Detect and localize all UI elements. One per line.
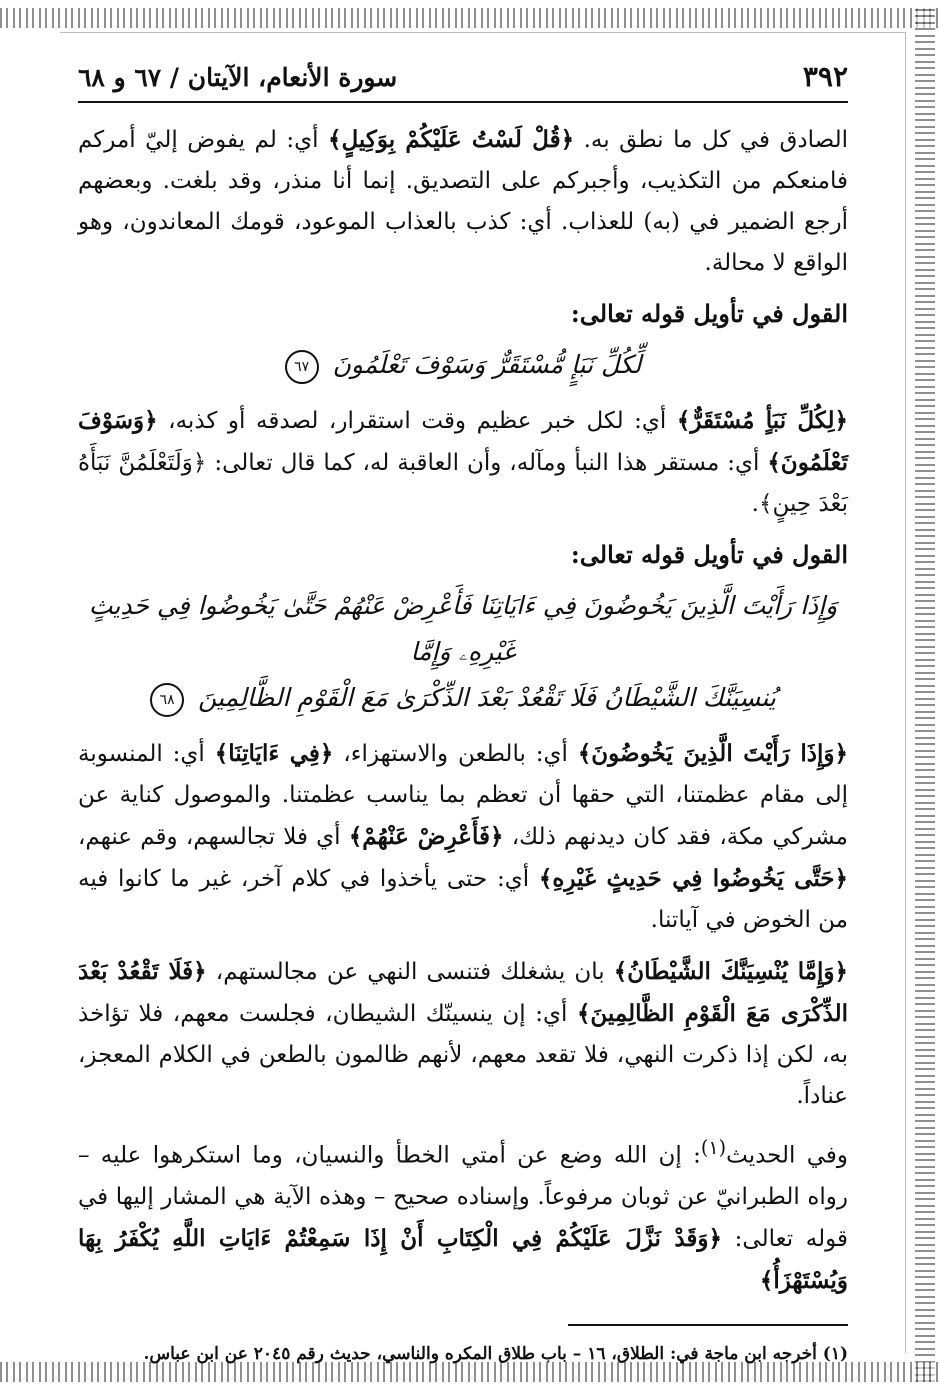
text-run: الصادق في كل ما نطق به. bbox=[574, 127, 848, 153]
quran-quote: ﴿فَلَا تَقْعُدْ بَعْدَ الذِّكْرَى مَعَ الْقَوْمِ الظَّالِمِينَ﴾ bbox=[78, 958, 848, 1027]
quran-quote: ﴿وَإِذَا رَأَيْتَ الَّذِينَ يَخُوضُونَ﴾ bbox=[577, 740, 848, 767]
page-number: ٣٩٢ bbox=[802, 60, 848, 93]
footnote-reference: (١) bbox=[700, 1136, 727, 1159]
paragraph-5 bbox=[78, 1127, 848, 1302]
quran-quote: ﴿وَلَتَعْلَمُنَّ نَبَأَهُ بَعْدَ حِينٍ﴾ bbox=[78, 450, 848, 517]
section-heading-1: القول في تأويل قوله تعالى: bbox=[570, 299, 848, 328]
paragraph-4 bbox=[78, 951, 848, 1117]
text-run: أي: لم يفوض إليّ أمركم فامنعكم من التكذيب، وأجبركم على التصديق. إنما أنا منذر، وقد بلغت. وبعضهم أرجع الضمير في (به) للعذاب. أي: كذب بالعذاب الموعود، قومك المعاندون، وهو الواقع لا محالة. bbox=[78, 127, 848, 276]
page-header bbox=[78, 60, 848, 103]
quran-quote: ﴿وَقَدْ نَزَّلَ عَلَيْكُمْ فِي الْكِتَابِ أَنْ إِذَا سَمِعْتُمْ ءَايَاتِ اللَّهِ يُكْفَرُ بِهَا وَيُسْتَهْزَأُ﴾ bbox=[78, 1224, 848, 1294]
text-run: بان يشغلك فتنسى النهي عن مجالستهم، bbox=[206, 959, 614, 985]
text-run: أي: مستقر هذا النبأ ومآله، وأن العاقبة له، كما قال تعالى: bbox=[206, 450, 768, 476]
verse-67 bbox=[78, 342, 848, 388]
footnote-separator bbox=[568, 1324, 848, 1326]
book-page bbox=[78, 60, 848, 1370]
text-run: أي فلا تجالسهم، وقم عنهم، bbox=[78, 824, 349, 850]
verse-number-marker: ٦٧ bbox=[285, 350, 319, 384]
section-heading-2: القول في تأويل قوله تعالى: bbox=[570, 540, 848, 569]
text-run: وفي الحديث bbox=[726, 1142, 848, 1169]
text-run: أي: لكل خبر عظيم وقت استقرار، لصدقه أو كذبه، bbox=[157, 408, 677, 434]
verse-68 bbox=[78, 583, 848, 721]
ornamental-border-right bbox=[915, 8, 935, 1382]
text-run: أي: إن ينسينّك الشيطان، فجلست معهم، فلا تؤاخذ به، لكن إذا ذكرت النهي، فلا تقعد معهم، لأنهم ظالمون بالطعن في الكلام المعجز، عناداً. bbox=[78, 1001, 848, 1109]
text-run: أي: حتى يأخذوا في كلام آخر، غير ما كانوا فيه من الخوض في آياتنا. bbox=[78, 866, 848, 933]
text-run: أي: المنسوبة إلى مقام عظمتنا، التي حقها أن تعظم بما يناسب عظمتنا. والموصول كناية عن مشركي مكة، فقد كان ديدنهم ذلك، bbox=[78, 741, 848, 850]
quran-quote: ﴿وَإِمَّا يُنْسِيَنَّكَ الشَّيْطَانُ﴾ bbox=[613, 958, 848, 985]
text-run: . bbox=[751, 491, 759, 517]
quran-quote: ﴿وَسَوْفَ تَعْلَمُونَ﴾ bbox=[78, 407, 848, 476]
paragraph-2 bbox=[78, 400, 848, 525]
footnote: (١) أخرجه ابن ماجة في: الطلاق، ١٦ – باب طلاق المكره والناسي، حديث رقم ٢٠٤٥ عن ابن عباس. bbox=[143, 1343, 848, 1364]
paragraph-1 bbox=[78, 119, 848, 284]
quran-quote: ﴿فَأَعْرِضْ عَنْهُمْ﴾ bbox=[348, 823, 504, 850]
paragraph-3 bbox=[78, 733, 848, 941]
quran-quote: ﴿فِي ءَايَاتِنَا﴾ bbox=[214, 740, 334, 767]
quran-quote: ﴿قُلْ لَسْتُ عَلَيْكُمْ بِوَكِيلٍ﴾ bbox=[328, 126, 575, 153]
ornamental-border-top bbox=[0, 8, 939, 28]
text-run: : إن الله وضع عن أمتي الخطأ والنسيان، وما استكرهوا عليه – رواه الطبرانيّ عن ثوبان مرفوعاً. وإسناده صحيح – وهذه الآية هي المشار إليها في قوله تعالى: bbox=[78, 1142, 848, 1252]
quran-quote: ﴿لِكُلِّ نَبَأٍ مُسْتَقَرٌّ﴾ bbox=[676, 407, 848, 434]
running-title: سورة الأنعام، الآيتان / ٦٧ و ٦٨ bbox=[78, 63, 398, 92]
verse-number-marker: ٦٨ bbox=[150, 683, 184, 717]
text-run: أي: بالطعن والاستهزاء، bbox=[333, 741, 578, 767]
quran-quote: ﴿حَتَّى يَخُوضُوا فِي حَدِيثٍ غَيْرِهِ﴾ bbox=[538, 865, 848, 892]
verse-line-1: وَإِذَا رَأَيْتَ الَّذِينَ يَخُوضُونَ فِي ءَايَاتِنَا فَأَعْرِضْ عَنْهُمْ حَتَّىٰ يَخُوضُوا فِي حَدِيثٍ غَيْرِهِۦ وَإِمَّا bbox=[88, 591, 838, 666]
verse-text: لِّكُلِّ نَبَإٍ مُّسْتَقَرٌّ وَسَوْفَ تَعْلَمُونَ bbox=[332, 350, 642, 379]
verse-line-2: يُنسِيَنَّكَ الشَّيْطَانُ فَلَا تَقْعُدْ بَعْدَ الذِّكْرَىٰ مَعَ الْقَوْمِ الظَّالِمِينَ bbox=[198, 683, 776, 712]
